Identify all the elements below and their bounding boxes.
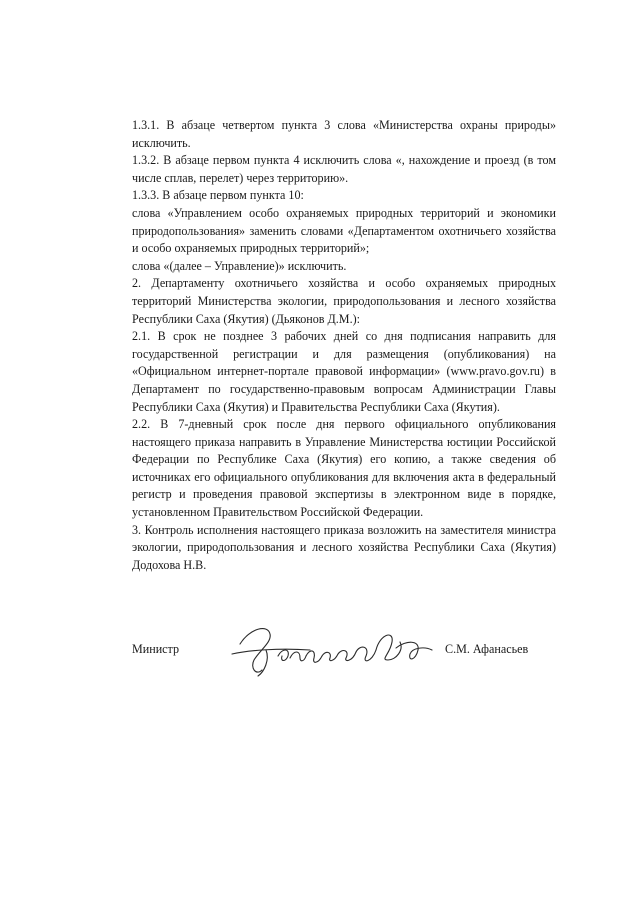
signature-block bbox=[132, 620, 556, 680]
paragraph-2 bbox=[132, 275, 556, 328]
document-body bbox=[132, 117, 556, 574]
signer-name: С.М. Афанасьев bbox=[445, 642, 529, 656]
signer-position: Министр bbox=[132, 642, 180, 656]
paragraph-text: 1.3.3. В абзаце первом пункта 10: bbox=[132, 188, 304, 203]
paragraph-2-2 bbox=[132, 416, 556, 522]
paragraph-2-1 bbox=[132, 328, 556, 416]
paragraph-text: 1.3.1. В абзаце четвертом пункта 3 слова «Министерства охраны природы» исключить. bbox=[132, 118, 556, 150]
paragraph-3 bbox=[132, 522, 556, 575]
paragraph-text: 2.1. В срок не позднее 3 рабочих дней со дня подписания направить для государственной регистрации и для размещения (опубликования) на «Официальном интернет-портале правовой информации» (www.pravo.gov.ru) в Департамент по государственно-правовым вопросам Администрации Главы Республики Саха (Якутия) и Правительства Республики Саха (Якутия). bbox=[132, 329, 556, 414]
paragraph-1-3-2 bbox=[132, 152, 556, 187]
paragraph-text: слова «(далее – Управление)» исключить. bbox=[132, 258, 347, 273]
paragraph-1-3-3 bbox=[132, 187, 556, 205]
handwritten-signature-icon bbox=[220, 620, 440, 680]
paragraph-words-exclude bbox=[132, 258, 556, 276]
paragraph-text: 3. Контроль исполнения настоящего приказа возложить на заместителя министра экологии, природопользования и лесного хозяйства Республики Саха (Якутия) Додохова Н.В. bbox=[132, 522, 556, 572]
paragraph-text: слова «Управлением особо охраняемых природных территорий и экономики природопользования» заменить словами «Департаментом охотничьего хозяйства и особо охраняемых природных территорий»; bbox=[132, 205, 556, 256]
paragraph-text: 1.3.2. В абзаце первом пункта 4 исключить слова «, нахождение и проезд (в том числе сплав, перелет) через территорию». bbox=[132, 153, 556, 185]
paragraph-text: 2.2. В 7-дневный срок после дня первого официального опубликования настоящего приказа направить в Управление Министерства юстиции Российской Федерации по Республике Саха (Якутия) его копию, а также сведения об источниках его официального опубликования для включения акта в федеральный регистр и проведения правовой экспертизы в электронном виде в порядке, установленном Правительством Российской Федерации. bbox=[132, 417, 556, 520]
paragraph-1-3-1 bbox=[132, 117, 556, 152]
paragraph-words-replace bbox=[132, 205, 556, 258]
paragraph-text: 2. Департаменту охотничьего хозяйства и особо охраняемых природных территорий Министерства экологии, природопользования и лесного хозяйства Республики Саха (Якутия) (Дьяконов Д.М.): bbox=[132, 276, 556, 326]
